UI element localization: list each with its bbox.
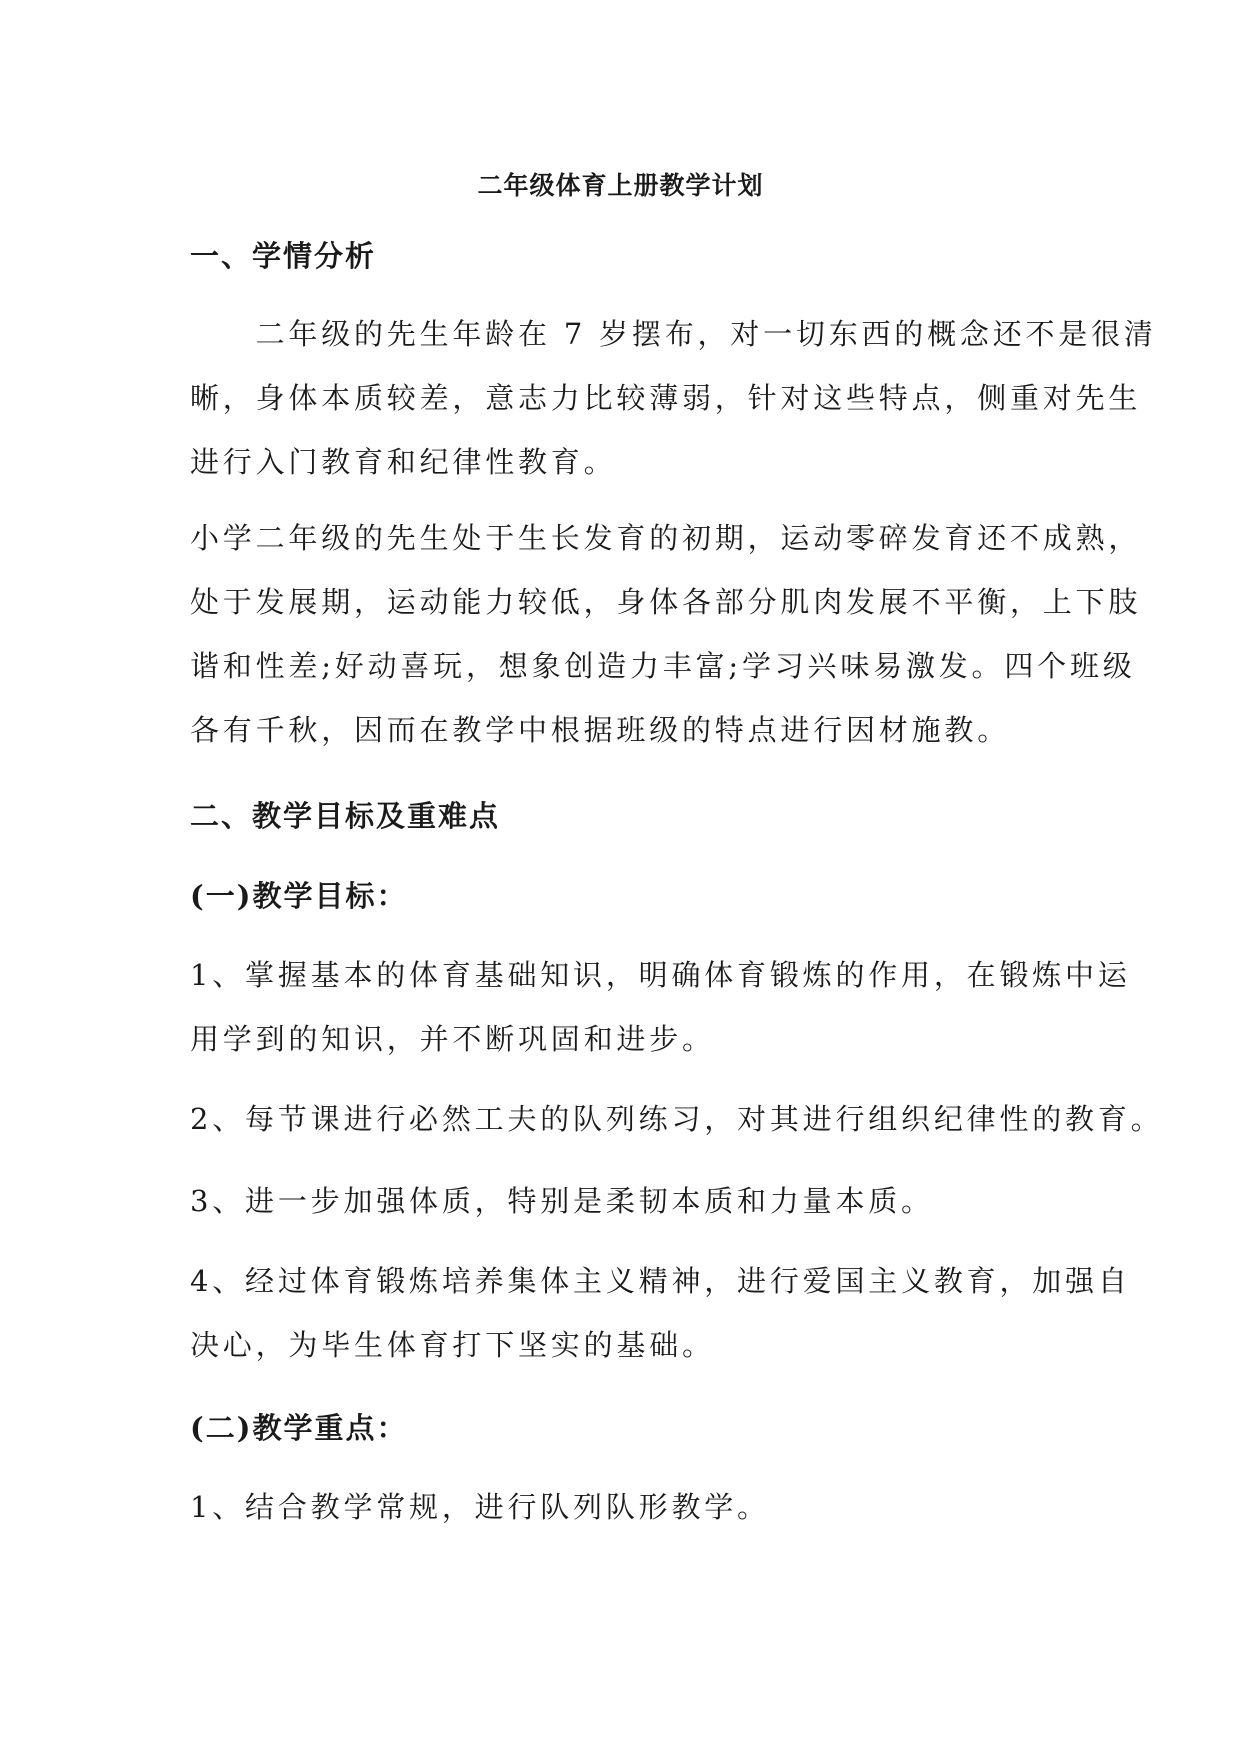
paragraph-line: 决心，为毕生体育打下坚实的基础。 [190,1328,715,1362]
paragraph-line: 3、进一步加强体质，特别是柔韧本质和力量本质。 [190,1184,934,1218]
paragraph-line: 谐和性差;好动喜玩，想象创造力丰富;学习兴味易激发。四个班级 [190,649,1136,683]
paragraph-line: 二年级的先生年龄在 7 岁摆布，对一切东西的概念还不是很清 [190,317,1157,351]
paragraph-student-analysis-1 [190,302,1157,494]
paragraph-line: 处于发展期，运动能力较低，身体各部分肌肉发展不平衡，上下肢 [190,585,1142,619]
paragraph-line: 2、每节课进行必然工夫的队列练习，对其进行组织纪律性的教育。 [190,1102,1164,1136]
goal-item-2 [190,1087,1164,1151]
document-title: 二年级体育上册教学计划 [477,171,764,200]
subsection-heading-goals: (一)教学目标： [190,879,408,913]
key-point-item-1 [190,1475,1060,1539]
paragraph-student-analysis-2 [190,506,1142,762]
paragraph-line: 小学二年级的先生处于生长发育的初期，运动零碎发育还不成熟， [190,521,1142,555]
paragraph-line: 用学到的知识，并不断巩固和进步。 [190,1022,715,1056]
paragraph-line: 进行入门教育和纪律性教育。 [190,445,617,479]
goal-item-3 [190,1169,1060,1233]
paragraph-line: 1、结合教学常规，进行队列队形教学。 [190,1490,770,1524]
subsection-heading-key-points: (二)教学重点： [190,1411,408,1445]
paragraph-line: 晰，身体本质较差，意志力比较薄弱，针对这些特点，侧重对先生 [190,381,1142,415]
section-heading-1: 一、学情分析 [190,239,377,273]
goal-item-4 [190,1249,1131,1377]
paragraph-line: 各有千秋，因而在教学中根据班级的特点进行因材施教。 [190,713,1011,747]
goal-item-1 [190,943,1131,1071]
paragraph-line: 1、掌握基本的体育基础知识，明确体育锻炼的作用，在锻炼中运 [190,958,1131,992]
section-heading-2: 二、教学目标及重难点 [190,799,501,833]
paragraph-line: 4、经过体育锻炼培养集体主义精神，进行爱国主义教育，加强自 [190,1264,1131,1298]
